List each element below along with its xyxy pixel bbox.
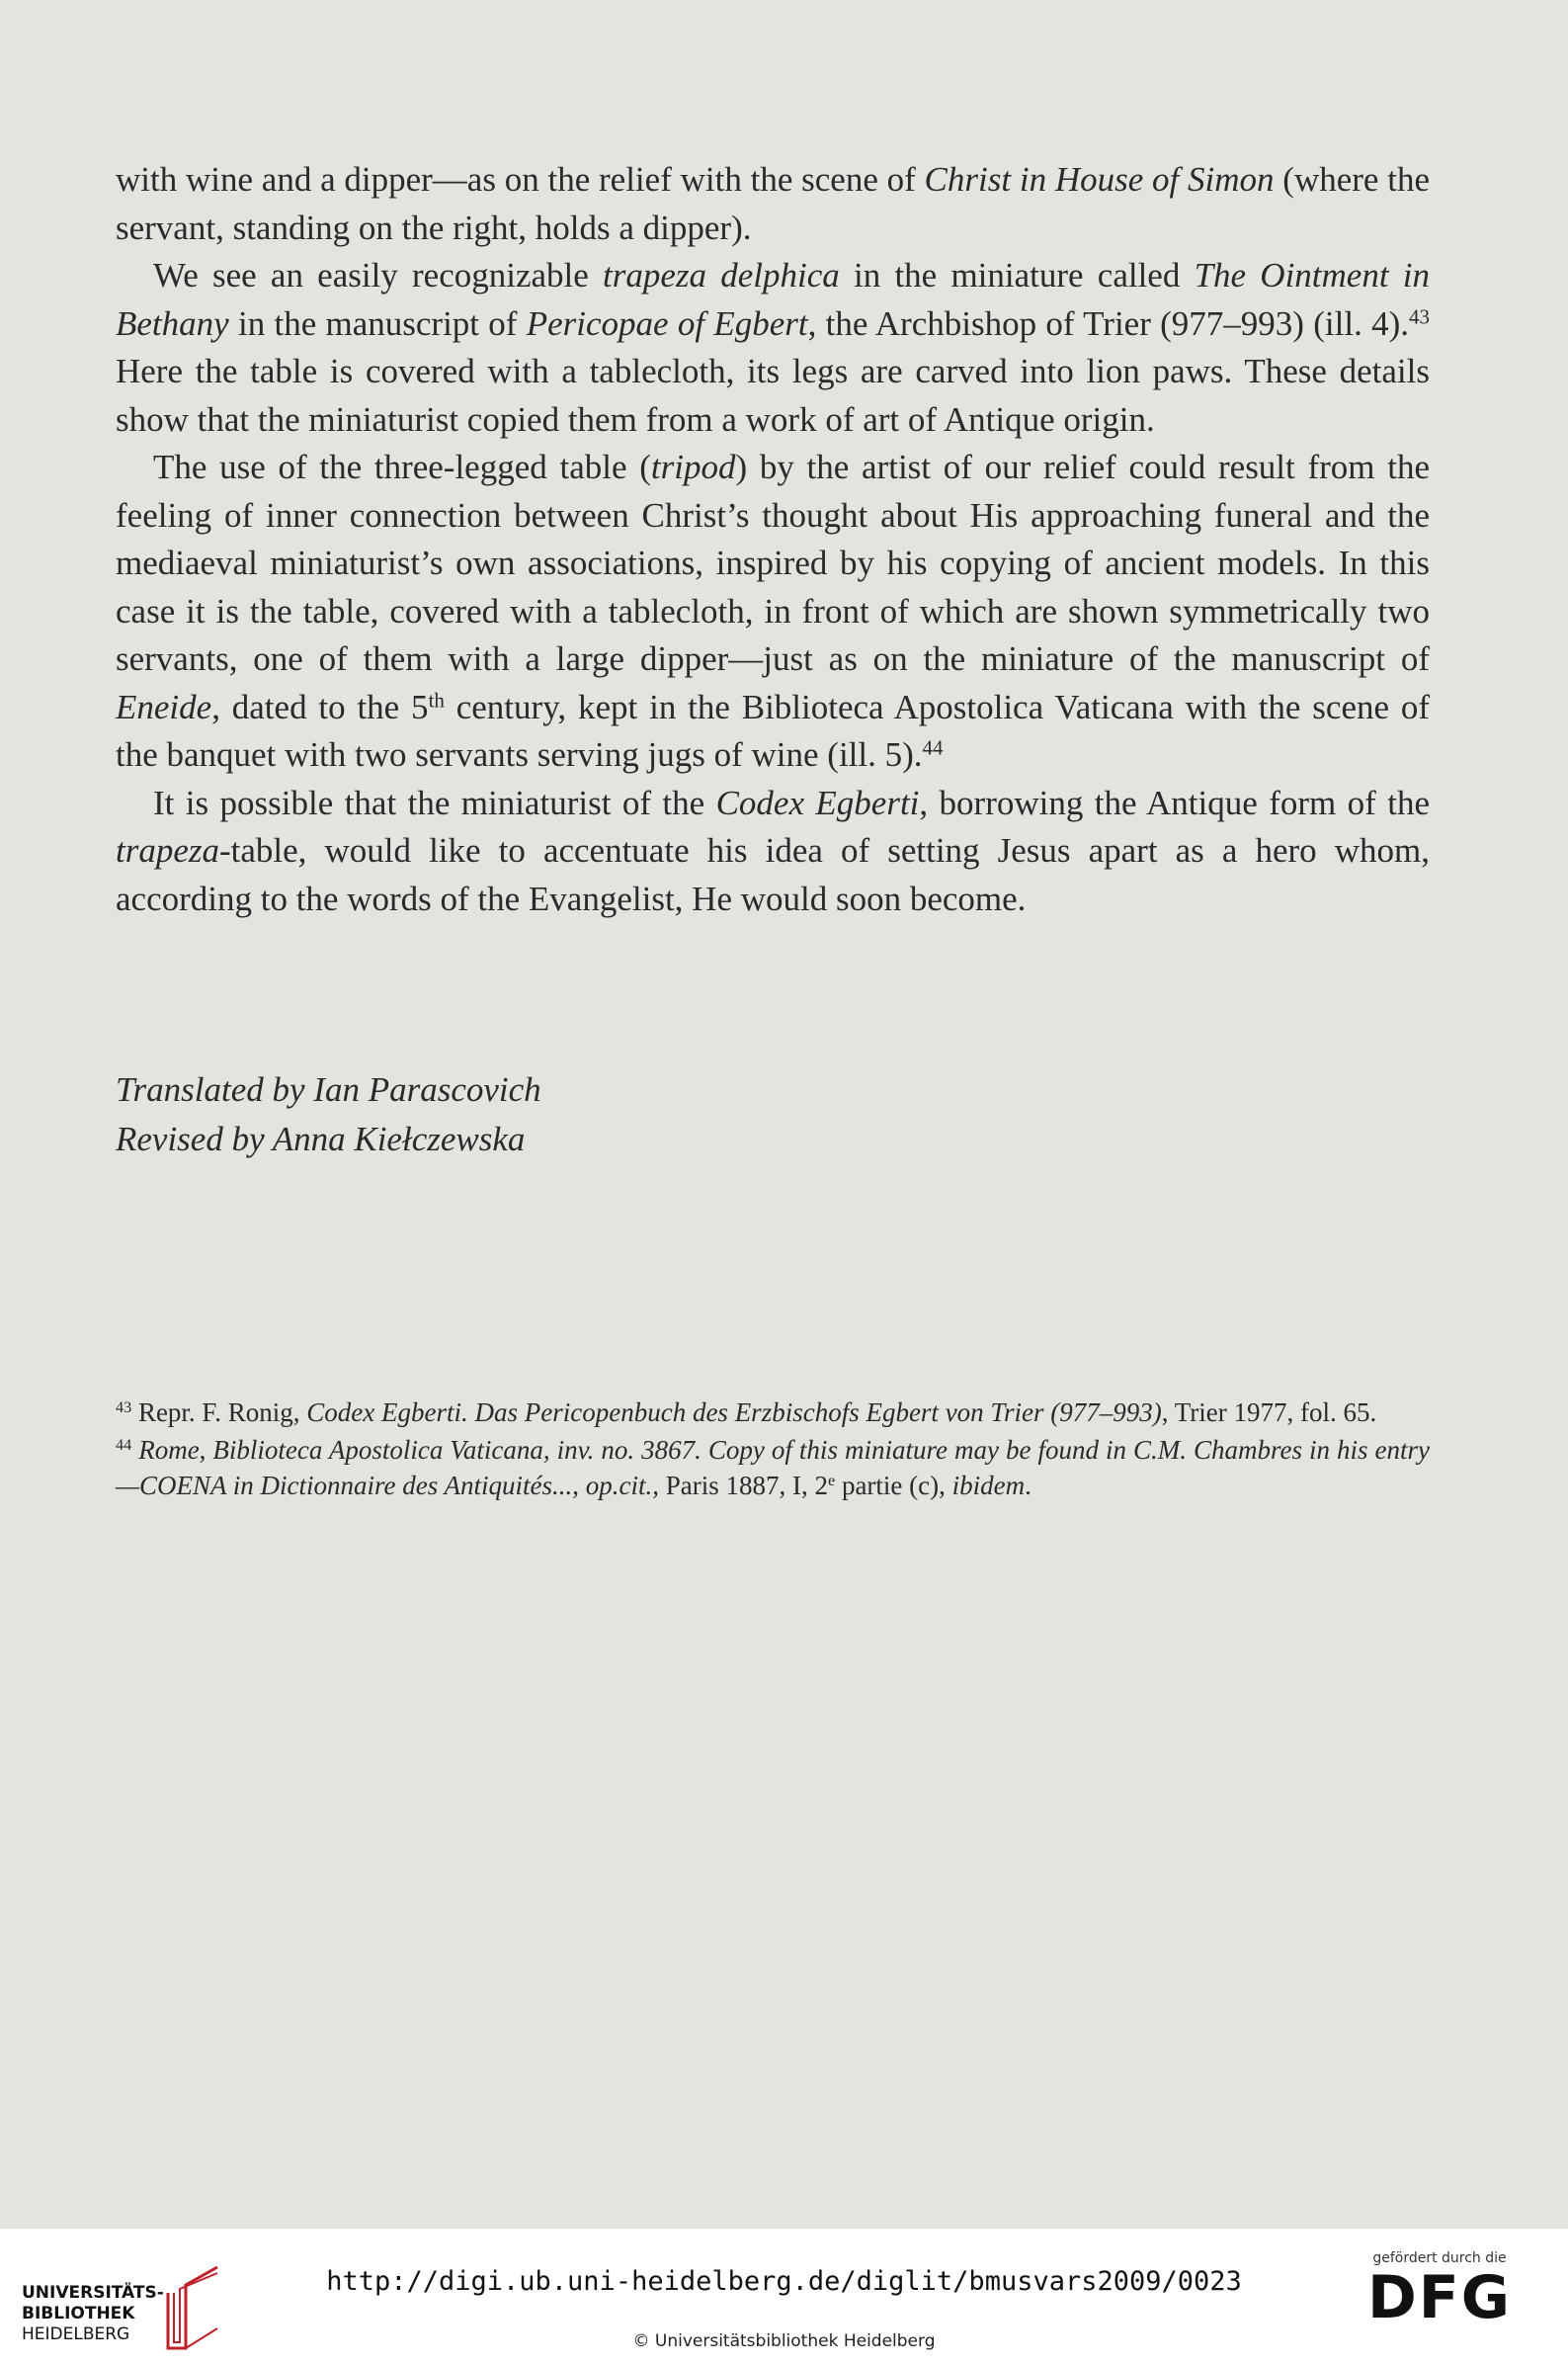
dfg-logo-block <box>1341 2250 1538 2332</box>
footnote-43 <box>116 1394 1430 1430</box>
italic-run: The Ointment in Bethany <box>116 256 1430 343</box>
text-run: It is possible that the miniaturist of the <box>153 783 716 822</box>
text-run: Repr. F. Ronig, <box>131 1397 307 1427</box>
copyright-notice: © Universitätsbibliothek Heidelberg <box>632 2331 936 2351</box>
text-run: , dated to the 5 <box>211 687 429 726</box>
text-run: century, kept in the Biblioteca Apostolica Vaticana with the scene of the banquet with two servants serving jugs of wine (ill. 5). <box>116 687 1431 774</box>
text-run: , the Archbishop of Trier (977–993) (ill. 4). <box>807 303 1410 343</box>
ub-logo-line-3: HEIDELBERG <box>22 2324 130 2344</box>
paragraph-2 <box>116 252 1430 444</box>
text-run: We see an easily recognizable <box>153 256 604 295</box>
permalink-url[interactable]: http://digi.ub.uni-heidelberg.de/diglit/bmusvars2009/0023 <box>326 2266 1242 2297</box>
ub-logo-line-2: BIBLIOTHEK <box>22 2304 135 2323</box>
text-run: with wine and a dipper—as on the relief with the scene of <box>116 160 925 199</box>
italic-run: Codex Egberti <box>715 783 920 822</box>
text-run: partie (c), <box>835 1471 952 1500</box>
text-run: Here the table is covered with a tablecloth, its legs are carved into lion paws. These details show that the miniaturist copied them from a work of art of Antique origin. <box>116 352 1430 439</box>
superscript: 44 <box>116 1436 132 1455</box>
text-run: in the miniature called <box>839 256 1195 295</box>
main-text <box>116 156 1430 923</box>
paragraph-4 <box>116 780 1430 924</box>
translation-credits <box>116 1065 541 1164</box>
text-run: , <box>572 1471 586 1500</box>
ub-logo-line-1: UNIVERSITÄTS- <box>22 2283 164 2303</box>
translated-by: Translated by Ian Parascovich <box>116 1070 541 1109</box>
text-run: The use of the three-legged table ( <box>153 448 651 486</box>
footnote-44 <box>116 1432 1430 1503</box>
text-run: in the manuscript of <box>228 303 527 343</box>
italic-run: Codex Egberti. Das Pericopenbuch des Erzbischofs Egbert von Trier (977–993) <box>306 1397 1162 1427</box>
text-run: ) by the artist of our relief could result from the feeling of inner connection between Christ’s thought about His approaching funeral and the mediaeval miniaturist’s own associations, inspired by his copying of ancient models. In this case it is the table, covered with a tablecloth, in front of which are shown symmetrically two servants, one of them with a large dipper—just as on the miniature of the manuscript of <box>116 448 1430 678</box>
superscript: e <box>828 1472 836 1490</box>
text-run: , borrowing the Antique form of the <box>919 783 1430 822</box>
revised-by: Revised by Anna Kiełczewska <box>116 1120 526 1158</box>
paragraph-1 <box>116 156 1430 252</box>
superscript: 43 <box>116 1398 132 1417</box>
italic-run: Pericopae of Egbert <box>526 303 808 343</box>
text-run: -table, would like to accentuate his idea of setting Jesus apart as a hero whom, according to the words of the Evangelist, He would soon become. <box>116 831 1430 918</box>
dfg-label: gefördert durch die <box>1372 2250 1507 2266</box>
italic-run: op.cit. <box>585 1471 653 1500</box>
digitization-footer <box>0 2229 1568 2365</box>
italic-run: Christ in House of Simon <box>924 160 1275 199</box>
italic-run: tripod <box>650 448 736 486</box>
text-run: . <box>1025 1471 1032 1500</box>
dfg-logo: DFG <box>1366 2263 1513 2332</box>
italic-run: trapeza <box>116 831 219 870</box>
text-run: , Paris 1887, I, 2 <box>652 1471 828 1500</box>
text-run: , Trier 1977, fol. 65. <box>1161 1397 1377 1427</box>
text-run: (where the servant, standing on the right, holds a dipper). <box>116 160 1430 247</box>
superscript: 43 <box>1409 303 1431 328</box>
italic-run: Eneide <box>116 687 212 726</box>
superscript: th <box>428 687 445 712</box>
paragraph-3 <box>116 444 1430 780</box>
italic-run: trapeza delphica <box>603 256 840 295</box>
italic-run: Rome, Biblioteca Apostolica Vaticana, inv. no. 3867. Copy of this miniature may be found in C.M. Chambres in his entry—COENA in Dictionnaire des Antiquités... <box>116 1435 1430 1500</box>
superscript: 44 <box>922 735 944 760</box>
footnotes <box>116 1394 1430 1505</box>
italic-run: ibidem <box>951 1471 1026 1500</box>
